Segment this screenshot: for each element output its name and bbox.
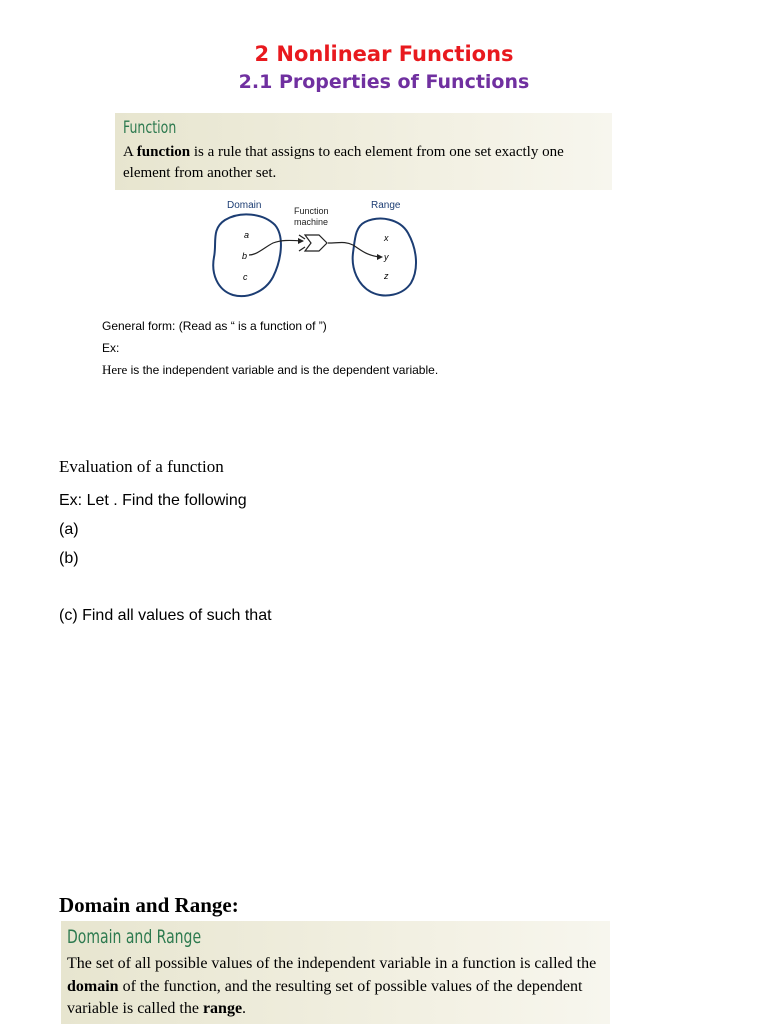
- domain-range-heading: Domain and Range:: [59, 893, 239, 917]
- machine-label-1: Function: [294, 206, 329, 216]
- domain-term: domain: [67, 977, 119, 995]
- section-subtitle: 2.1 Properties of Functions: [238, 71, 530, 93]
- range-item-y: y: [384, 252, 389, 262]
- domain-range-box-heading: Domain and Range: [67, 926, 202, 948]
- function-machine-diagram: [205, 195, 430, 310]
- evaluation-heading: Evaluation of a function: [59, 457, 224, 476]
- mapping-arrow-in: [249, 240, 303, 255]
- range-label: Range: [371, 200, 401, 211]
- part-b: (b): [59, 550, 79, 567]
- machine-icon: [299, 235, 327, 251]
- part-a: (a): [59, 521, 79, 538]
- arrow-head-in: [298, 238, 304, 244]
- evaluation-example: Ex: Let . Find the following: [59, 492, 247, 509]
- range-item-z: z: [384, 271, 389, 281]
- general-form-line: General form: (Read as “ is a function of ”): [102, 319, 327, 333]
- variables-line: Here is the independent variable and is the dependent variable.: [102, 362, 439, 377]
- range-item-x: x: [384, 233, 389, 243]
- function-definition-box: [115, 113, 612, 190]
- page-title: 2 Nonlinear Functions: [254, 42, 514, 66]
- machine-label-2: machine: [294, 217, 329, 227]
- domain-item-a: a: [244, 230, 250, 240]
- domain-range-definition-box: [61, 921, 610, 1024]
- domain-label: Domain: [227, 200, 262, 211]
- domain-range-box-body: The set of all possible values of the independent variable in a function is called the domain of the function, and the resulting set of possible values of the dependent variable is called the range.: [67, 955, 597, 1017]
- arrow-head-out: [377, 254, 383, 260]
- function-term: function: [136, 144, 191, 160]
- function-box-heading: Function: [123, 118, 177, 138]
- range-term: range: [202, 1000, 243, 1017]
- domain-item-c: c: [243, 272, 248, 282]
- domain-oval: [213, 214, 281, 296]
- example-label: Ex:: [102, 341, 120, 355]
- domain-item-b: b: [242, 251, 248, 261]
- part-c: (c) Find all values of such that: [59, 607, 272, 624]
- function-box-body: A function is a rule that assigns to each element from one set exactly one element from another set.: [123, 144, 564, 181]
